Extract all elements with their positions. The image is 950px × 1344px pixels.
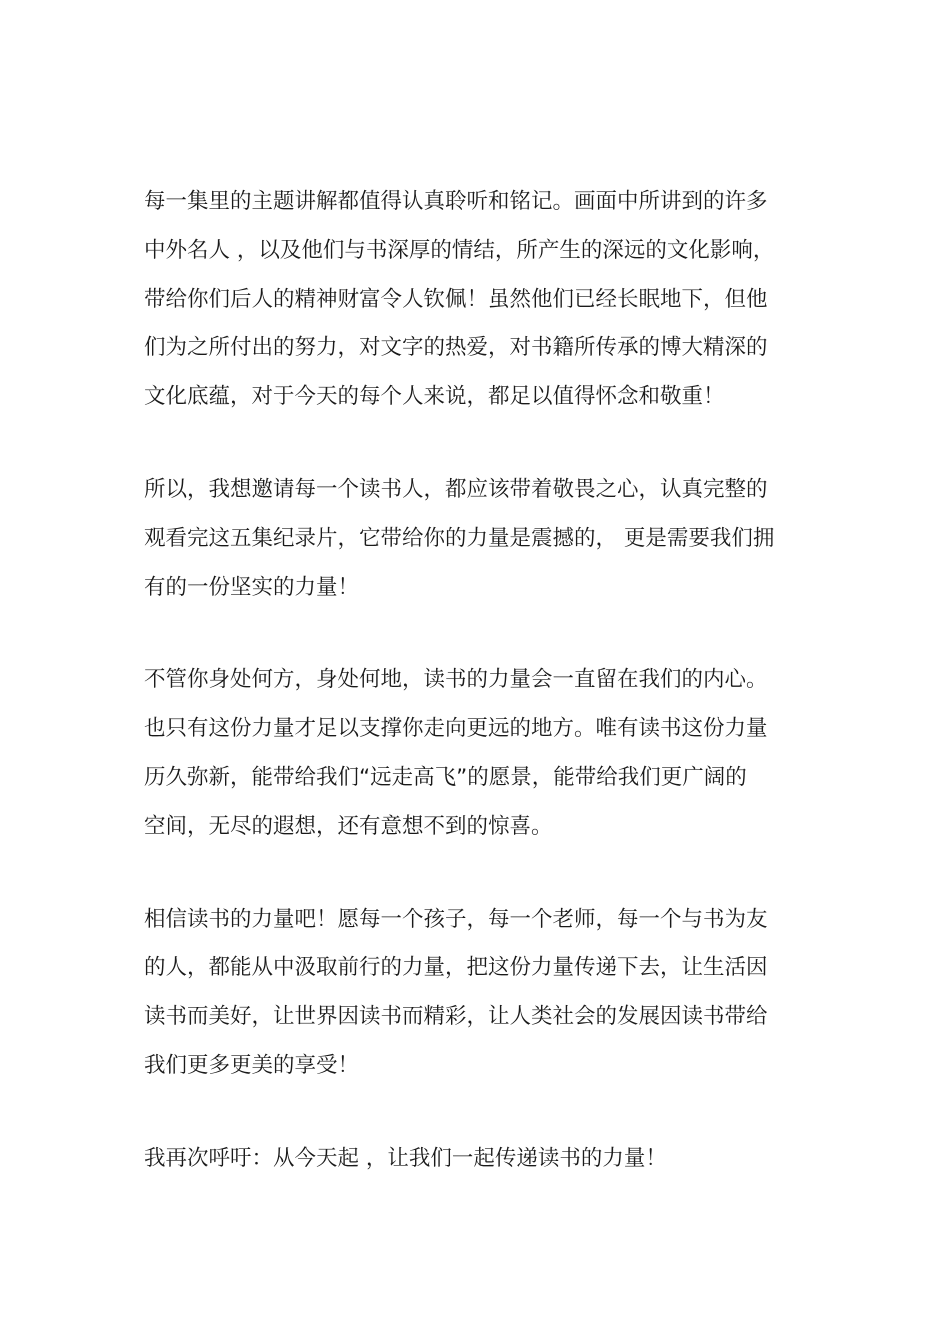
paragraph-line: 空间，无尽的遐想，还有意想不到的惊喜。 bbox=[144, 813, 553, 839]
paragraph-line: 观看完这五集纪录片，它带给你的力量是震撼的， 更是需要我们拥 bbox=[144, 525, 775, 551]
paragraph-line: 我再次呼吁：从今天起 ，让我们一起传递读书的力量！ bbox=[144, 1145, 667, 1171]
paragraph-line: 的人，都能从中汲取前行的力量，把这份力量传递下去，让生活因 bbox=[144, 955, 768, 981]
paragraph-line: 我们更多更美的享受！ bbox=[144, 1052, 360, 1078]
paragraph-line: 历久弥新，能带给我们“远走高飞”的愿景，能带给我们更广阔的 bbox=[144, 764, 747, 790]
paragraph-3 bbox=[144, 656, 810, 851]
paragraph-line: 所以，我想邀请每一个读书人，都应该带着敬畏之心，认真完整的 bbox=[144, 476, 768, 502]
paragraph-line: 们为之所付出的努力，对文字的热爱，对书籍所传承的博大精深的 bbox=[144, 335, 768, 361]
paragraph-line: 带给你们后人的精神财富令人钦佩！虽然他们已经长眠地下，但他 bbox=[144, 286, 768, 312]
paragraph-line: 不管你身处何方，身处何地，读书的力量会一直留在我们的内心。 bbox=[144, 667, 768, 693]
paragraph-line: 相信读书的力量吧！愿每一个孩子，每一个老师，每一个与书为友 bbox=[144, 906, 768, 932]
paragraph-line: 读书而美好，让世界因读书而精彩，让人类社会的发展因读书带给 bbox=[144, 1004, 768, 1030]
paragraph-line: 有的一份坚实的力量！ bbox=[144, 574, 360, 600]
document-body bbox=[144, 178, 810, 1228]
paragraph-line: 中外名人 ，以及他们与书深厚的情结，所产生的深远的文化影响， bbox=[144, 237, 775, 263]
paragraph-line: 文化底蕴，对于今天的每个人来说，都足以值得怀念和敬重！ bbox=[144, 384, 725, 410]
paragraph-line: 每一集里的主题讲解都值得认真聆听和铭记。画面中所讲到的许多 bbox=[144, 189, 768, 214]
paragraph-4 bbox=[144, 896, 810, 1091]
paragraph-5 bbox=[144, 1135, 810, 1184]
paragraph-2 bbox=[144, 466, 810, 612]
paragraph-1 bbox=[144, 178, 810, 422]
paragraph-line: 也只有这份力量才足以支撑你走向更远的地方。唯有读书这份力量 bbox=[144, 716, 768, 742]
